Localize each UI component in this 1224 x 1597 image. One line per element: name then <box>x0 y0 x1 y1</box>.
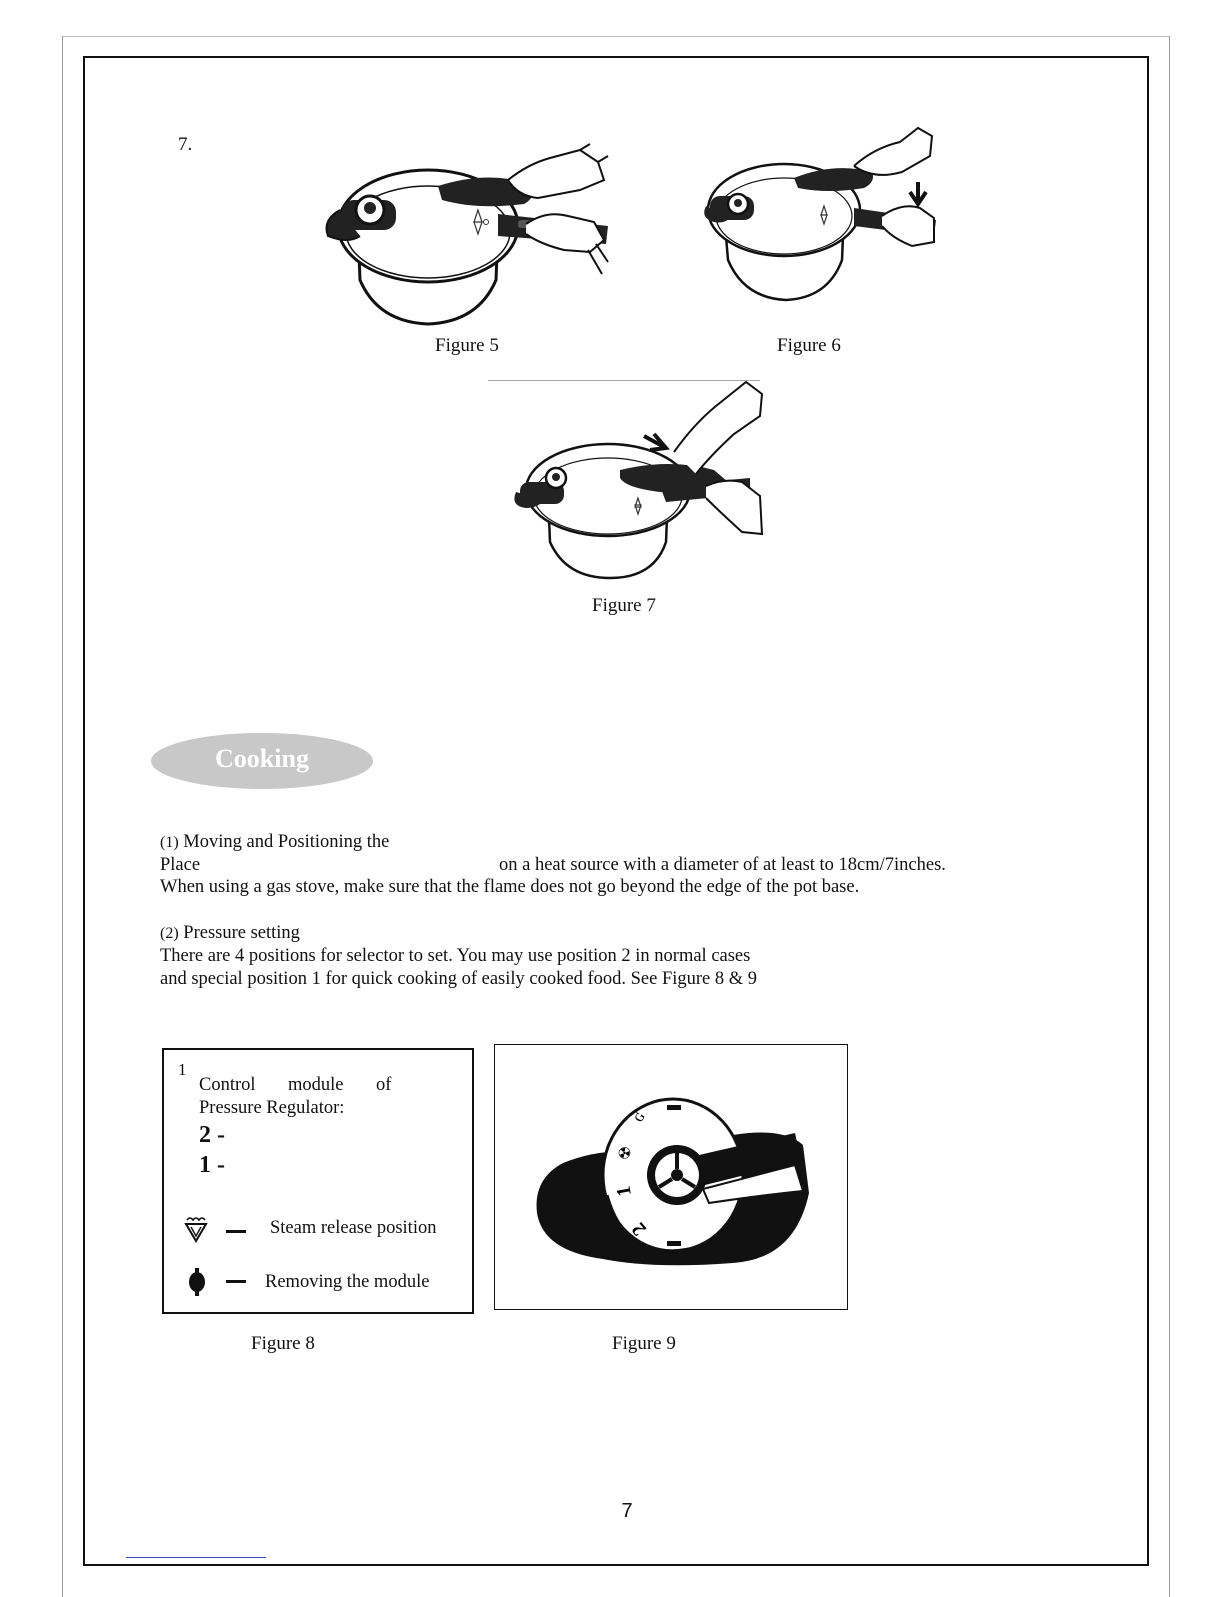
figure-9-caption: Figure 9 <box>612 1333 676 1354</box>
figure-6-illustration <box>704 126 936 306</box>
figure-9-illustration <box>533 1083 809 1271</box>
figure-7-caption: Figure 7 <box>592 595 656 616</box>
figure-5-caption: Figure 5 <box>435 335 499 356</box>
pressure-heading <box>160 923 300 944</box>
footer-link-underline[interactable] <box>126 1557 266 1558</box>
page-number: 7 <box>621 1500 633 1522</box>
steam-release-dash <box>226 1230 246 1233</box>
pressure-line1: There are 4 positions for selector to set. You may use position 2 in normal cases <box>160 946 751 966</box>
svg-text:2: 2 <box>627 1218 651 1240</box>
step-number: 7. <box>178 134 193 155</box>
pressure-heading-number: (2) <box>160 925 179 942</box>
moving-line1-start: Place <box>160 855 201 875</box>
figure-9-box <box>494 1044 848 1310</box>
pressure-line2: and special position 1 for quick cooking of easily cooked food. See Figure 8 & 9 <box>160 969 758 989</box>
remove-module-dash <box>226 1280 246 1283</box>
figure-7-top-rule <box>488 380 760 381</box>
figure-8-position-1: 1 - <box>199 1152 225 1178</box>
figure-8-word-module: module <box>288 1075 344 1095</box>
figure-8-position-2: 2 - <box>199 1122 225 1148</box>
figure-8-caption: Figure 8 <box>251 1333 315 1354</box>
figure-8-box <box>162 1048 474 1314</box>
moving-line2: When using a gas stove, make sure that the flame does not go beyond the edge of the pot base. <box>160 877 860 897</box>
svg-text:ʛ: ʛ <box>627 1107 649 1125</box>
steam-release-label: Steam release position <box>270 1218 437 1238</box>
figure-8-word-control: Control <box>199 1075 256 1095</box>
remove-module-label: Removing the module <box>265 1272 430 1292</box>
figure-8-word-of: of <box>376 1075 392 1095</box>
moving-heading <box>160 832 389 853</box>
figure-8-index: 1 <box>178 1060 187 1079</box>
svg-text:☢: ☢ <box>616 1144 636 1162</box>
figure-8-title-line2: Pressure Regulator: <box>199 1098 345 1118</box>
cooking-section-title: Cooking <box>215 744 309 773</box>
svg-text:1: 1 <box>612 1184 636 1198</box>
figure-7-illustration <box>510 382 766 582</box>
figure-5-illustration <box>318 140 608 330</box>
figure-6-caption: Figure 6 <box>777 335 841 356</box>
remove-module-icon <box>188 1268 206 1296</box>
moving-heading-number: (1) <box>160 834 179 851</box>
pressure-heading-text: Pressure setting <box>183 923 300 943</box>
moving-heading-text: Moving and Positioning the <box>183 832 390 852</box>
steam-release-icon <box>184 1216 208 1242</box>
moving-line1-end: on a heat source with a diameter of at least to 18cm/7inches. <box>499 855 946 875</box>
